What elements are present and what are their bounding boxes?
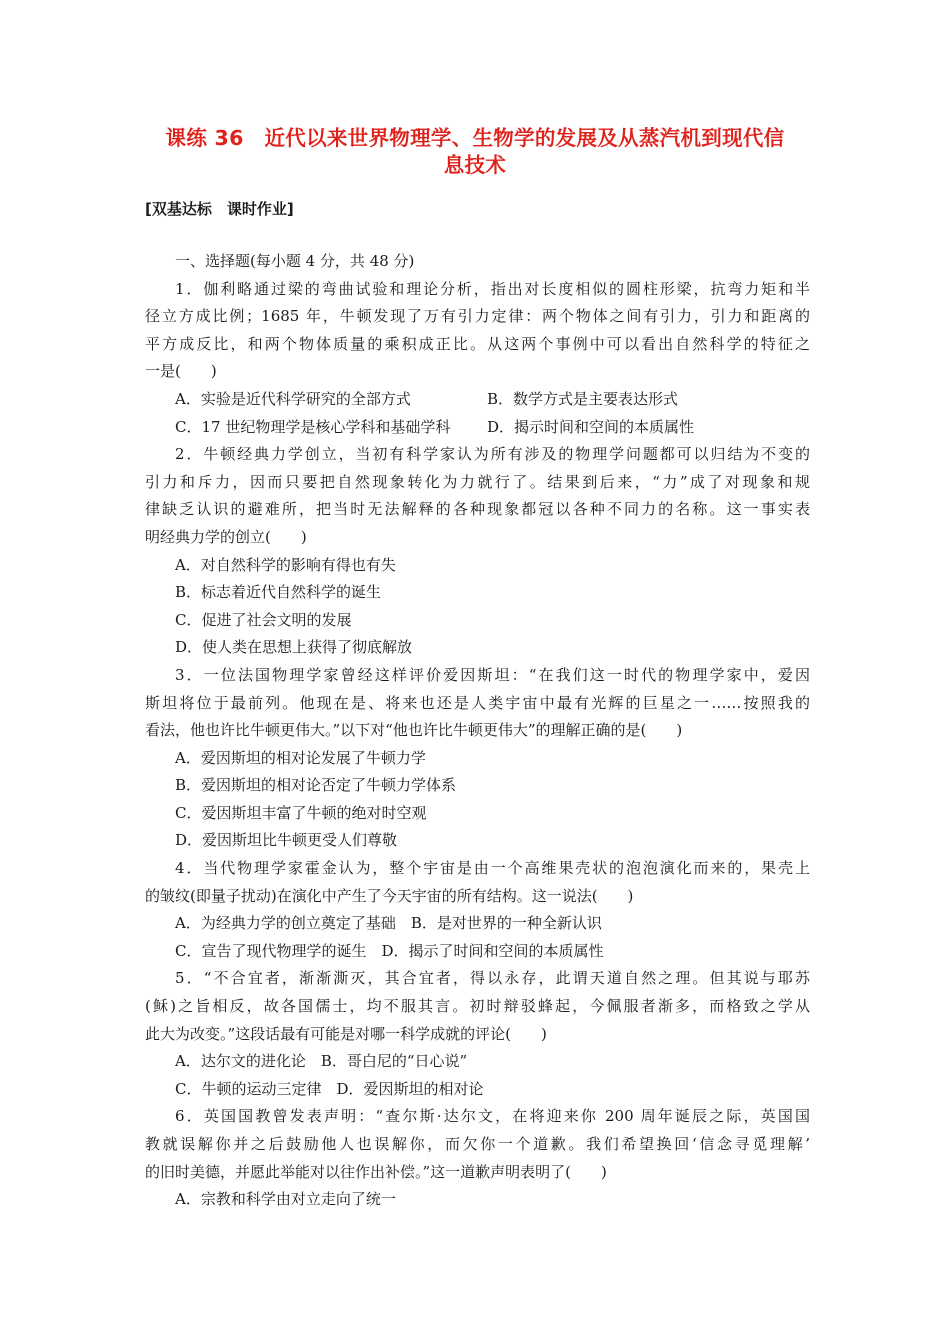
q1-option-b: B．数学方式是主要表达形式 <box>487 389 679 408</box>
q4-stem-line: 4．当代物理学家霍金认为，整个宇宙是由一个高维果壳状的泡泡演化而来的，果壳上 <box>175 859 810 878</box>
q1-options-row <box>145 414 810 442</box>
q1-stem-line: 1．伽利略通过梁的弯曲试验和理论分析，指出对长度相似的圆柱形梁，抗弯力矩和半 <box>175 279 810 298</box>
q2-option-c: C．促进了社会文明的发展 <box>175 610 352 629</box>
q2-stem-line: 律缺乏认识的避难所，把当时无法解释的各种现象都冠以各种不同力的名称。这一事实表 <box>145 500 810 519</box>
q1-stem-line: 径立方成比例；1685 年，牛顿发现了万有引力定律：两个物体之间有引力，引力和距离的 <box>145 307 810 326</box>
q2-stem-line: 明经典力学的创立( ) <box>145 527 307 546</box>
q6-stem-line: 教就误解你并之后鼓励他人也误解你，而欠你一个道歉。我们希望换回‘信念寻觅理解’ <box>145 1135 810 1153</box>
q4-stem-line: 的皱纹(即量子扰动)在演化中产生了今天宇宙的所有结构。这一说法( ) <box>145 886 634 905</box>
q1-option-d: D．揭示时间和空间的本质属性 <box>487 417 695 436</box>
part-heading: 一、选择题(每小题 4 分，共 48 分) <box>175 252 415 270</box>
q2-stem-line: 引力和斥力，因而只要把自然现象转化为力就行了。结果到后来，“力”成了对现象和规 <box>145 472 810 491</box>
q5-stem-line: (稣)之旨相反，故各国儒士，均不服其言。初时辩驳蜂起，今佩服者渐多，而格致之学从 <box>145 997 810 1016</box>
section-heading: [双基达标 课时作业] <box>145 200 294 218</box>
q1-stem-line: 一是( ) <box>145 362 217 381</box>
q5-options-cd: C．牛顿的运动三定律 D．爱因斯坦的相对论 <box>175 1079 484 1098</box>
q6-option-a: A．宗教和科学由对立走向了统一 <box>175 1190 396 1209</box>
question-body <box>145 248 810 1214</box>
q2-option-a: A．对自然科学的影响有得也有失 <box>175 555 396 574</box>
q4-options-cd: C．宣告了现代物理学的诞生 D．揭示了时间和空间的本质属性 <box>175 941 604 960</box>
q1-option-c: C．17 世纪物理学是核心学科和基础学科 <box>175 417 451 436</box>
q3-option-c: C．爱因斯坦丰富了牛顿的绝对时空观 <box>175 803 427 822</box>
q1-options-row <box>145 386 810 414</box>
q2-stem-line: 2．牛顿经典力学创立，当初有科学家认为所有涉及的物理学问题都可以归结为不变的 <box>175 445 810 464</box>
lesson-title <box>130 125 820 179</box>
q3-stem-line: 斯坦将位于最前列。他现在是、将来也还是人类宇宙中最有光辉的巨星之一……按照我的 <box>145 693 810 712</box>
q5-options-ab: A．达尔文的进化论 B．哥白尼的“日心说” <box>175 1052 468 1071</box>
q1-option-a: A．实验是近代科学研究的全部方式 <box>175 389 411 408</box>
lesson-title-line-1: 课练 36 近代以来世界物理学、生物学的发展及从蒸汽机到现代信 <box>165 126 785 150</box>
q2-option-b: B．标志着近代自然科学的诞生 <box>175 583 382 602</box>
q4-options-ab: A．为经典力学的创立奠定了基础 B．是对世界的一种全新认识 <box>175 914 602 933</box>
q3-option-a: A．爱因斯坦的相对论发展了牛顿力学 <box>175 748 426 767</box>
q5-stem-line: 此大为改变。”这段话最有可能是对哪一科学成就的评论( ) <box>145 1024 547 1043</box>
q6-stem-line: 6．英国国教曾发表声明：“查尔斯·达尔文，在将迎来你 200 周年诞辰之际，英国国 <box>175 1107 810 1126</box>
q1-stem-line: 平方成反比，和两个物体质量的乘积成正比。从这两个事例中可以看出自然科学的特征之 <box>145 334 810 353</box>
q3-option-d: D．爱因斯坦比牛顿更受人们尊敬 <box>175 831 398 850</box>
lesson-title-line-2: 息技术 <box>443 153 507 177</box>
q3-stem-line: 3．一位法国物理学家曾经这样评价爱因斯坦：“在我们这一时代的物理学家中，爱因 <box>175 665 810 684</box>
q2-option-d: D．使人类在思想上获得了彻底解放 <box>175 638 413 657</box>
q5-stem-line: 5．“不合宜者，渐渐澌灭，其合宜者，得以永存，此谓天道自然之理。但其说与耶苏 <box>175 969 810 988</box>
q3-option-b: B．爱因斯坦的相对论否定了牛顿力学体系 <box>175 776 457 795</box>
q6-stem-line: 的旧时美德，并愿此举能对以往作出补偿。”这一道歉声明表明了( ) <box>145 1162 607 1181</box>
q3-stem-line: 看法，他也许比牛顿更伟大。”以下对“他也许比牛顿更伟大”的理解正确的是( ) <box>145 721 683 740</box>
